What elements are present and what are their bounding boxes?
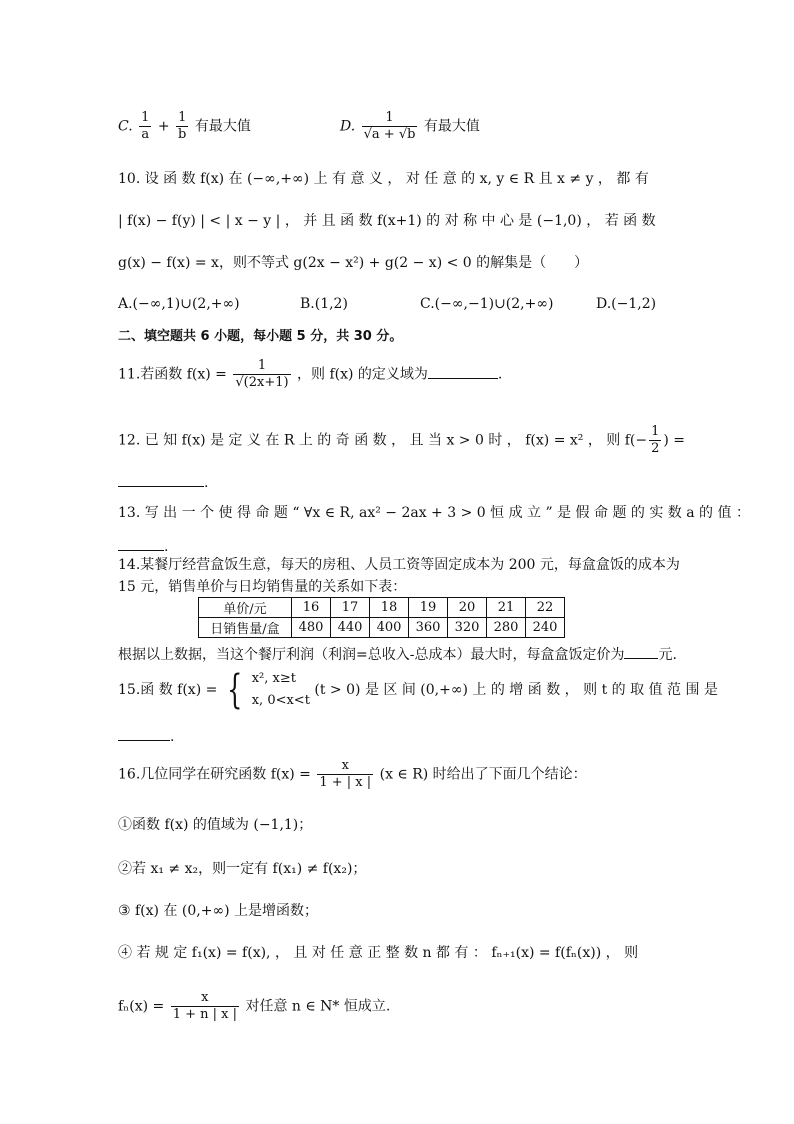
q10-option-d: D.(−1,2) xyxy=(596,296,657,312)
table-cell: 19 xyxy=(409,598,448,618)
section-heading: 二、填空题共 6 小题，每小题 5 分，共 30 分。 xyxy=(118,329,403,344)
option-label: C. xyxy=(118,118,133,135)
table-cell: 22 xyxy=(526,598,565,618)
table-cell: 单价/元 xyxy=(199,598,292,618)
fraction: $\frac{x}{1 + | x |}$ xyxy=(319,758,372,790)
q12: 12. 已 知 f(x) 是 定 义 在 R 上 的 奇 函 数 ， 且 当 x > 0 时 ， f(x) = x² ， 则 f(− $\frac{1}{2}$ ) = xyxy=(118,424,686,456)
option-text: 有最大值 xyxy=(194,118,251,135)
fraction: $\frac{1}{b}$ xyxy=(178,110,187,142)
q10-option-c: C.(−∞,−1)∪(2,+∞) xyxy=(420,296,554,312)
table-cell: 21 xyxy=(487,598,526,618)
q9-option-c: C. $\frac{1}{a}$ + $\frac{1}{b}$ 有最大值 xyxy=(118,110,251,142)
answer-blank[interactable] xyxy=(118,538,164,551)
table-cell: 400 xyxy=(370,618,409,638)
answer-blank[interactable] xyxy=(624,646,658,659)
q16-item4b: fₙ(x) = $\frac{x}{1 + n | x |}$ 对任意 n ∈ N* 恒成立. xyxy=(118,990,391,1022)
brace-icon: { xyxy=(226,667,243,713)
q16-item2: ②若 x₁ ≠ x₂，则一定有 f(x₁) ≠ f(x₂)； xyxy=(118,861,367,877)
fraction: $\frac{1}{√a + √b}$ xyxy=(363,110,416,142)
table-cell: 20 xyxy=(448,598,487,618)
price-sales-table xyxy=(198,597,565,638)
fraction: $\frac{1}{a}$ xyxy=(141,110,150,142)
answer-blank[interactable] xyxy=(118,728,170,741)
q16-item4: ④ 若 规 定 f₁(x) = f(x), ， 且 对 任 意 正 整 数 n 都 有 ： fₙ₊₁(x) = f(fₙ(x)) ， 则 xyxy=(118,945,639,961)
option-text: 有最大值 xyxy=(423,118,480,135)
q16: 16.几位同学在研究函数 f(x) = $\frac{x}{1 + | x |}$ (x ∈ R) 时给出了下面几个结论： xyxy=(118,758,587,790)
q11: 11.若函数 f(x) = $\frac{1}{√(2x+1)}$ ，则 f(x) 的定义域为 . xyxy=(118,358,503,390)
table-cell: 18 xyxy=(370,598,409,618)
q13: 13. 写 出 一 个 使 得 命 题 “ ∀x ∈ R, ax² − 2ax + 3 > 0 恒 成 立 ” 是 假 命 题 的 实 数 a 的 值 ： xyxy=(118,505,750,521)
q14-line1: 14.某餐厅经营盒饭生意，每天的房租、人员工资等固定成本为 200 元，每盒盒饭的成本为 xyxy=(118,557,680,573)
q12-answer: . xyxy=(118,474,208,490)
q10-line2: | f(x) − f(y) | < | x − y | ， 并 且 函 数 f(x+1) 的 对 称 中 心 是 (−1,0) ， 若 函 数 xyxy=(118,213,656,229)
q16-item3: ③ f(x) 在 (0,+∞) 上是增函数； xyxy=(118,903,319,919)
table-row xyxy=(199,618,565,638)
q13-answer: . xyxy=(118,538,168,554)
q10-option-a: A.(−∞,1)∪(2,+∞) xyxy=(118,296,240,312)
table-cell: 360 xyxy=(409,618,448,638)
table-cell: 320 xyxy=(448,618,487,638)
q15: 15.函 数 f(x) = { x², x≥t x, 0<x<t (t > 0) 是 区 间 (0,+∞) 上 的 增 函 数 ， 则 t 的 取 值 范 围 是 xyxy=(118,667,718,713)
q10-line3: g(x) − f(x) = x，则不等式 g(2x − x²) + g(2 − x) < 0 的解集是（ ） xyxy=(118,255,589,271)
q10-option-b: B.(1,2) xyxy=(300,296,348,312)
piecewise-cases: x², x≥t x, 0<x<t xyxy=(251,671,310,708)
q14-line3: 根据以上数据，当这个餐厅利润（利润=总收入-总成本）最大时，每盒盒饭定价为 元. xyxy=(118,647,677,663)
q10-line1: 10. 设 函 数 f(x) 在 (−∞,+∞) 上 有 意 义 ， 对 任 意 的 x, y ∈ R 且 x ≠ y ， 都 有 xyxy=(118,171,649,187)
q16-item1: ①函数 f(x) 的值域为 (−1,1)； xyxy=(118,817,313,833)
answer-blank[interactable] xyxy=(118,474,204,487)
fraction: $\frac{1}{2}$ xyxy=(651,424,660,456)
table-cell: 280 xyxy=(487,618,526,638)
q15-answer: . xyxy=(118,728,174,744)
table-cell: 440 xyxy=(331,618,370,638)
table-cell: 17 xyxy=(331,598,370,618)
table-cell: 16 xyxy=(292,598,331,618)
table-row xyxy=(199,598,565,618)
option-label: D. xyxy=(340,118,356,135)
table-cell: 日销售量/盒 xyxy=(199,618,292,638)
q14-line2: 15 元，销售单价与日均销售量的关系如下表： xyxy=(118,579,407,595)
table-cell: 240 xyxy=(526,618,565,638)
answer-blank[interactable] xyxy=(428,366,498,379)
fraction: $\frac{x}{1 + n | x |}$ xyxy=(172,990,237,1022)
table-cell: 480 xyxy=(292,618,331,638)
fraction: $\frac{1}{√(2x+1)}$ xyxy=(235,358,289,390)
q9-option-d xyxy=(340,110,480,143)
